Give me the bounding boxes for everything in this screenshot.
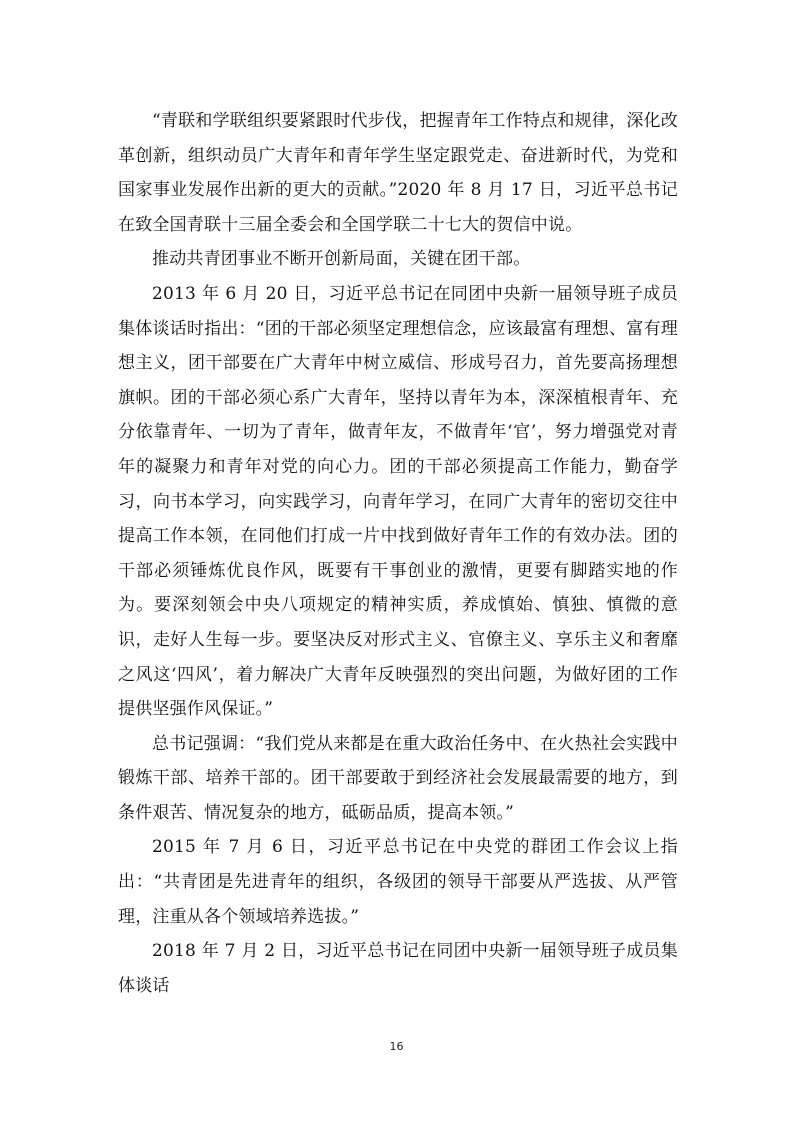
paragraph-youth-federation-quote: “青联和学联组织要紧跟时代步伐，把握青年工作特点和规律，深化改革创新，组织动员广大青年和青年学生坚定跟党走、奋进新时代，为党和国家事业发展作出新的更大的贡献。”2020 年 8 月 17 日，习近平总书记在致全国青联十三届全委会和全国学联二十七大的贺信中说。	[118, 111, 678, 235]
paragraph-2015-speech: 2015 年 7 月 6 日，习近平总书记在中央党的群团工作会议上指出：“共青团是先进青年的组织，各级团的领导干部要从严选拔、从严管理，注重从各个领域培养选拔。”	[118, 837, 678, 927]
body-text	[118, 104, 678, 1003]
paragraph-key-is-cadres: 推动共青团事业不断开创新局面，关键在团干部。	[152, 249, 531, 270]
paragraph-2013-speech: 2013 年 6 月 20 日，习近平总书记在同团中央新一届领导班子成员集体谈话时指出：“团的干部必须坚定理想信念，应该最富有理想、富有理想主义，团干部要在广大青年中树立威信、形成号召力，首先要高扬理想旗帜。团的干部必须心系广大青年，坚持以青年为本，深深植根青年、充分依靠青年、一切为了青年，做青年友，不做青年‘官’，努力增强党对青年的凝聚力和青年对党的向心力。团的干部必须提高工作能力，勤奋学习，向书本学习，向实践学习，向青年学习，在同广大青年的密切交往中提高工作本领，在同他们打成一片中找到做好青年工作的有效办法。团的干部必须锤炼优良作风，既要有干事创业的激情，更要有脚踏实地的作为。要深刻领会中央八项规定的精神实质，养成慎始、慎独、慎微的意识，走好人生每一步。要坚决反对形式主义、官僚主义、享乐主义和奢靡之风这‘四风’，着力解决广大青年反映强烈的突出问题，为做好团的工作提供坚强作风保证。”	[118, 283, 678, 720]
paragraph-2018-speech: 2018 年 7 月 2 日，习近平总书记在同团中央新一届领导班子成员集体谈话	[118, 941, 678, 996]
paragraph-general-secretary-emphasis: 总书记强调：“我们党从来都是在重大政治任务中、在火热社会实践中锻炼干部、培养干部的。团干部要敢于到经济社会发展最需要的地方，到条件艰苦、情况复杂的地方，砥砺品质，提高本领。”	[118, 733, 678, 823]
page-number: 16	[389, 1040, 404, 1053]
